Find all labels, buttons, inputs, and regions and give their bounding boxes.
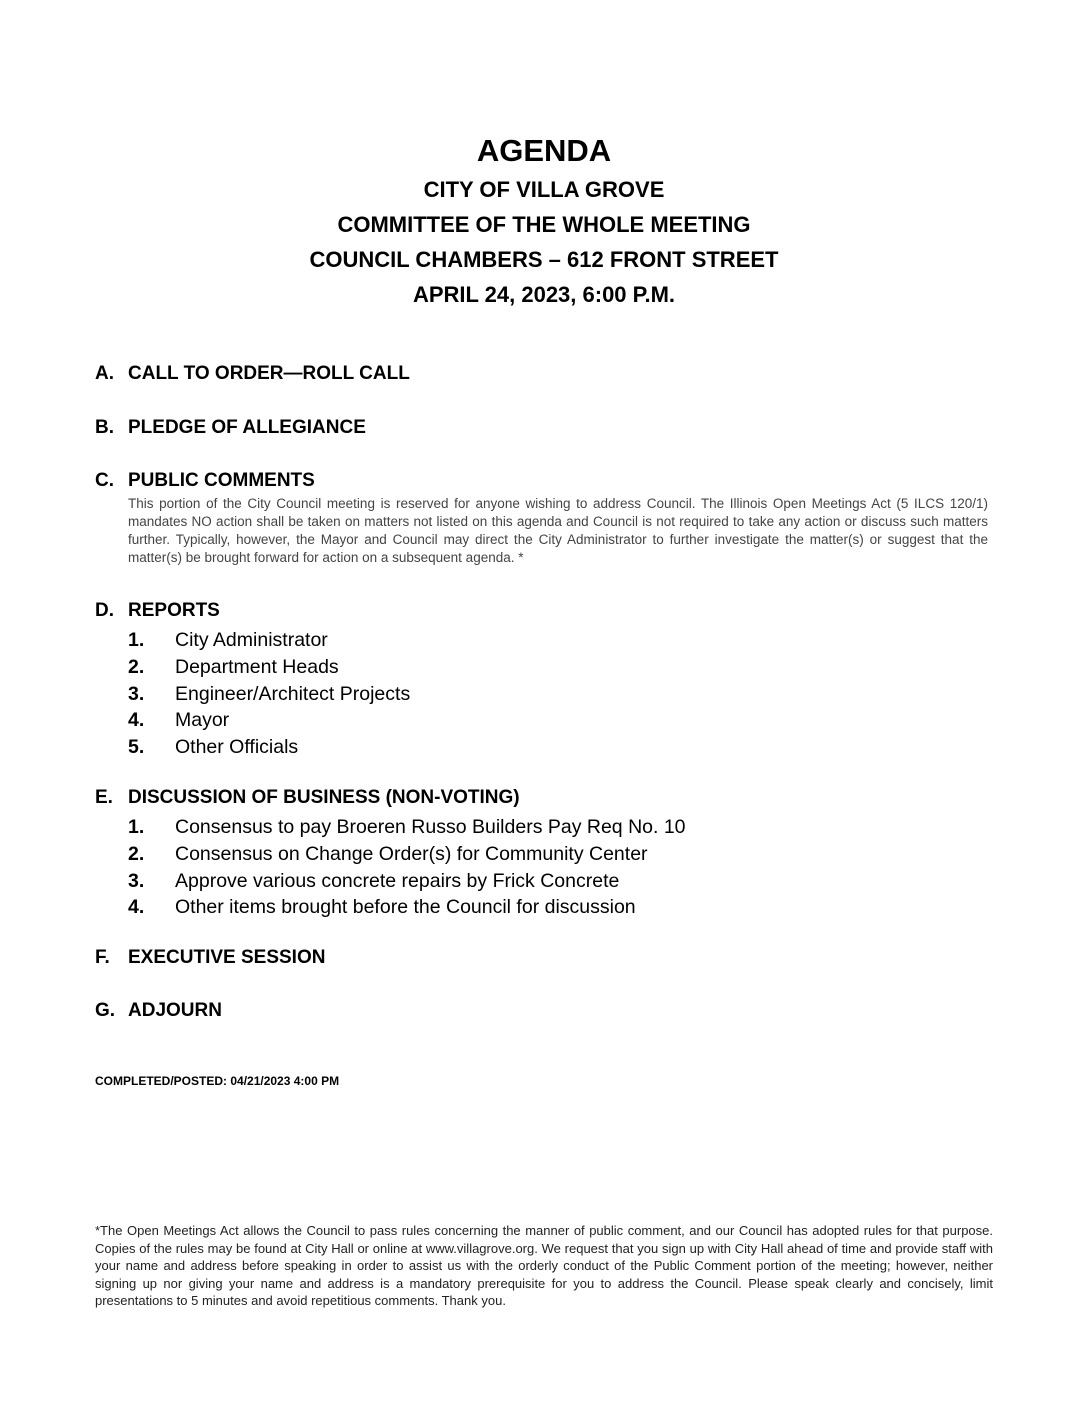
meeting-name: COMMITTEE OF THE WHOLE MEETING: [337, 212, 751, 237]
item-number: 5.: [128, 736, 145, 759]
city-name: CITY OF VILLA GROVE: [423, 177, 665, 202]
section-letter: G.: [95, 1000, 116, 1021]
item-text: Other items brought before the Council for discussion: [175, 896, 636, 919]
section-letter: D.: [95, 600, 114, 621]
section-title: DISCUSSION OF BUSINESS (NON-VOTING): [128, 787, 520, 808]
item-text: Engineer/Architect Projects: [175, 682, 411, 705]
page-title: AGENDA: [476, 133, 612, 168]
section-executive-session: [95, 946, 995, 970]
item-number: 4.: [128, 896, 145, 919]
section-letter: F.: [95, 947, 110, 968]
list-item: [128, 734, 995, 761]
discussion-list: [128, 814, 995, 921]
section-letter: A.: [95, 363, 114, 384]
item-number: 3.: [128, 869, 145, 892]
meeting-location: COUNCIL CHAMBERS – 612 FRONT STREET: [309, 247, 779, 272]
item-number: 1.: [128, 629, 145, 651]
list-item: [128, 894, 995, 921]
section-title: EXECUTIVE SESSION: [128, 947, 326, 968]
item-text: Consensus on Change Order(s) for Community Center: [175, 842, 648, 865]
section-public-comments: [95, 469, 995, 567]
item-number: 2.: [128, 655, 145, 678]
list-item: [128, 814, 995, 841]
item-number: 1.: [128, 816, 145, 838]
item-text: Mayor: [175, 709, 230, 732]
section-pledge: [95, 416, 995, 440]
item-text: Other Officials: [175, 736, 299, 759]
reports-list: [128, 627, 995, 761]
item-text: Approve various concrete repairs by Frick Concrete: [175, 869, 620, 892]
section-title: ADJOURN: [128, 1000, 222, 1021]
section-discussion: [95, 786, 995, 921]
item-text: Consensus to pay Broeren Russo Builders Pay Req No. 10: [175, 816, 686, 838]
meeting-datetime: APRIL 24, 2023, 6:00 P.M.: [412, 282, 676, 307]
section-adjourn: [95, 999, 995, 1023]
section-letter: B.: [95, 417, 114, 438]
posted-timestamp: COMPLETED/POSTED: 04/21/2023 4:00 PM: [95, 1074, 340, 1088]
item-number: 3.: [128, 682, 145, 705]
section-title: REPORTS: [128, 600, 220, 621]
list-item: [128, 868, 995, 895]
section-title: PUBLIC COMMENTS: [128, 470, 315, 491]
list-item: [128, 841, 995, 868]
section-letter: E.: [95, 787, 113, 808]
agenda-header: [0, 130, 1088, 312]
section-letter: C.: [95, 470, 114, 491]
list-item: [128, 681, 995, 708]
item-text: City Administrator: [175, 629, 328, 651]
item-number: 2.: [128, 842, 145, 865]
public-comments-description: This portion of the City Council meeting is reserved for anyone wishing to address Council. The Illinois Open Meetings Act (5 ILCS 120/1) mandates NO action shall be taken on matters not listed on this agenda and Council is not required to take any action or discuss such matters further. Typically, however, the Mayor and Council may direct the City Administrator to further investigate the matter(s) or suggest that the matter(s) be brought forward for action on a subsequent agenda. *: [128, 496, 988, 565]
section-call-to-order: [95, 362, 995, 386]
list-item: [128, 627, 995, 654]
list-item: [128, 654, 995, 681]
section-reports: [95, 599, 995, 761]
list-item: [128, 707, 995, 734]
footnote: *The Open Meetings Act allows the Council to pass rules concerning the manner of public comment, and our Council has adopted rules for that purpose. Copies of the rules may be found at City Hall or online at www.villagrove.org. We request that you sign up with City Hall ahead of time and provide staff with your name and address before speaking in order to assist us with the orderly conduct of the Public Comment portion of the meeting; however, neither signing up nor giving your name and address is a mandatory prerequisite for you to address the Council. Please speak clearly and concisely, limit presentations to 5 minutes and avoid repetitious comments. Thank you.: [95, 1223, 993, 1308]
section-title: PLEDGE OF ALLEGIANCE: [128, 417, 366, 438]
section-title: CALL TO ORDER—ROLL CALL: [128, 363, 410, 384]
item-text: Department Heads: [175, 655, 339, 678]
item-number: 4.: [128, 709, 145, 732]
